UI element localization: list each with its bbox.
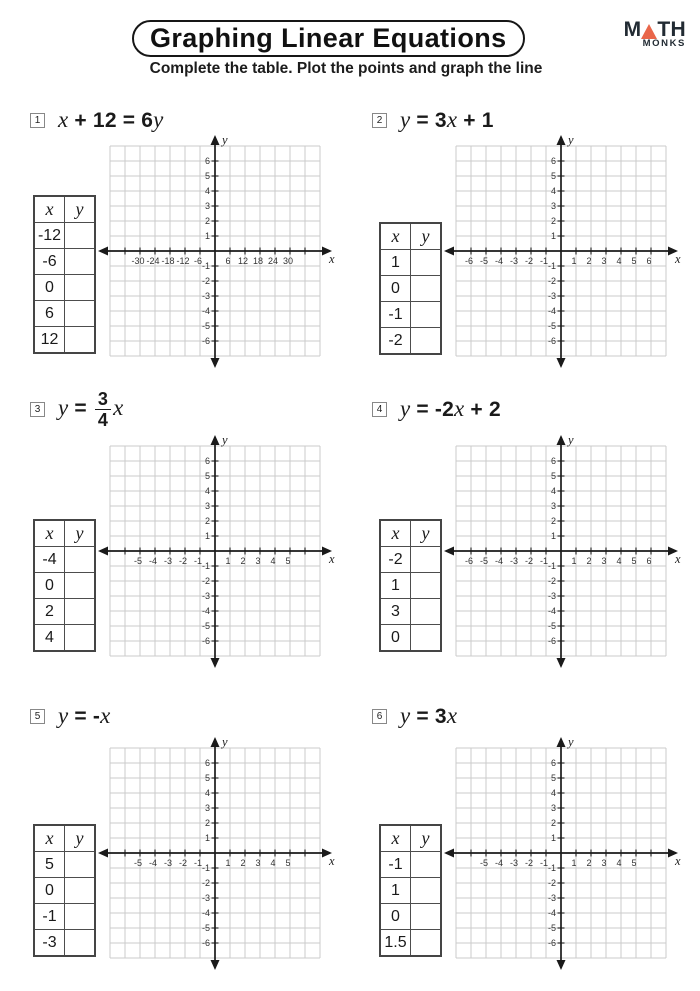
x-tick-label: 4 (270, 858, 276, 868)
y-tick-label: 6 (204, 456, 210, 466)
y-tick-label: -1 (547, 261, 556, 271)
y-tick-label: -6 (547, 938, 556, 948)
x-value-cell: 0 (34, 573, 65, 599)
x-tick-label: -5 (133, 858, 143, 868)
y-tick-label: 1 (550, 833, 556, 843)
y-tick-label: -5 (201, 621, 210, 631)
x-tick-label: 6 (646, 556, 652, 566)
x-tick-label: -2 (524, 556, 534, 566)
y-tick-label: -3 (547, 893, 556, 903)
y-tick-label: -5 (201, 923, 210, 933)
x-tick-label: -2 (178, 858, 188, 868)
table-header-y: y (411, 825, 442, 852)
table-header-y: y (65, 825, 96, 852)
table-body (380, 852, 441, 957)
x-value-cell: 1 (380, 573, 411, 599)
table-header-y: y (411, 223, 442, 250)
y-tick-label: -1 (201, 261, 210, 271)
problem-number-badge: 1 (30, 113, 45, 128)
x-tick-label: 3 (601, 858, 607, 868)
x-tick-label: 6 (646, 256, 652, 266)
y-axis-letter: y (222, 133, 228, 147)
x-tick-label: -2 (524, 858, 534, 868)
x-value-cell: 2 (34, 599, 65, 625)
x-tick-label: 2 (240, 556, 246, 566)
y-axis-letter: y (568, 433, 574, 447)
x-tick-label: 1 (571, 556, 577, 566)
y-tick-label: 6 (550, 156, 556, 166)
x-value-cell: -3 (34, 930, 65, 957)
y-answer-cell-empty (411, 878, 442, 904)
y-tick-label: 4 (204, 486, 210, 496)
y-tick-label: 3 (204, 501, 210, 511)
fraction-denominator: 4 (97, 409, 109, 430)
x-axis-letter: x (329, 252, 335, 266)
x-axis-letter: x (329, 552, 335, 566)
variable-y: y (400, 107, 411, 132)
y-tick-label: -3 (201, 893, 210, 903)
x-axis-letter: x (675, 552, 681, 566)
y-tick-label: -2 (201, 576, 210, 586)
x-tick-label: -1 (539, 556, 549, 566)
axis-arrowhead (557, 737, 566, 747)
problem-equation: x + 12 = 6y (58, 107, 164, 132)
x-value-cell: -6 (34, 249, 65, 275)
x-tick-label: -4 (494, 256, 504, 266)
y-tick-label: 5 (550, 171, 556, 181)
x-tick-label: -3 (163, 858, 173, 868)
y-tick-label: -3 (547, 291, 556, 301)
x-tick-label: 3 (255, 556, 261, 566)
variable-y: y (153, 107, 164, 132)
y-tick-label: 6 (550, 758, 556, 768)
y-tick-label: 3 (550, 201, 556, 211)
x-tick-label: 1 (571, 858, 577, 868)
x-tick-label: -5 (133, 556, 143, 566)
variable-x: x (446, 703, 458, 728)
x-tick-label: -3 (509, 858, 519, 868)
problem-equation: y = 3x + 1 (400, 107, 494, 132)
x-tick-label: 3 (601, 556, 607, 566)
y-tick-label: -6 (201, 336, 210, 346)
x-tick-label: -3 (509, 556, 519, 566)
variable-y: y (58, 394, 69, 420)
table-header-x: x (380, 520, 411, 547)
y-tick-label: -4 (547, 306, 556, 316)
x-tick-label: -5 (479, 858, 489, 868)
x-value-cell: -4 (34, 547, 65, 573)
y-answer-cell-empty (411, 852, 442, 878)
y-tick-label: -3 (201, 591, 210, 601)
y-axis-letter: y (222, 735, 228, 749)
x-tick-label: -18 (161, 256, 175, 266)
y-tick-label: -4 (201, 908, 210, 918)
variable-x: x (446, 107, 458, 132)
x-tick-label: 12 (237, 256, 249, 266)
y-tick-label: -4 (201, 306, 210, 316)
table-header-x: x (380, 223, 411, 250)
y-tick-label: 2 (550, 818, 556, 828)
y-tick-label: -2 (547, 878, 556, 888)
y-tick-label: 4 (550, 186, 556, 196)
problem-number-badge: 3 (30, 402, 45, 417)
problem-number-badge: 4 (372, 402, 387, 417)
table-header-x: x (34, 196, 65, 223)
y-tick-label: 2 (550, 516, 556, 526)
variable-x: x (454, 396, 465, 421)
page-title: Graphing Linear Equations (132, 20, 525, 57)
x-value-cell: 3 (380, 599, 411, 625)
coordinate-grid (438, 734, 684, 974)
x-tick-label: 1 (225, 556, 231, 566)
problem-equation: y = -2x + 2 (400, 396, 501, 421)
y-tick-label: 6 (550, 456, 556, 466)
x-tick-label: -4 (148, 858, 158, 868)
x-value-cell: 0 (380, 276, 411, 302)
y-axis-letter: y (222, 433, 228, 447)
variable-x: x (100, 703, 111, 728)
y-tick-label: -1 (547, 561, 556, 571)
y-tick-label: 4 (550, 486, 556, 496)
x-tick-label: 1 (225, 858, 231, 868)
y-tick-label: -6 (201, 636, 210, 646)
y-tick-label: 3 (204, 201, 210, 211)
x-axis-letter: x (675, 252, 681, 266)
x-value-cell: -12 (34, 223, 65, 249)
page-subtitle: Complete the table. Plot the points and graph the line (149, 60, 543, 77)
y-tick-label: 3 (204, 803, 210, 813)
y-tick-label: 5 (550, 471, 556, 481)
x-tick-label: -4 (148, 556, 158, 566)
problem-equation: y = $\frac{3}{4}$ x (58, 388, 124, 430)
y-tick-label: 2 (204, 516, 210, 526)
x-value-cell: 0 (34, 878, 65, 904)
y-answer-cell-empty (411, 930, 442, 957)
y-tick-label: 1 (204, 231, 210, 241)
table-header-y: y (65, 196, 96, 223)
variable-x: x (58, 107, 69, 132)
x-value-cell: -2 (380, 547, 411, 573)
problem-header (372, 699, 457, 733)
y-tick-label: -3 (201, 291, 210, 301)
x-tick-label: 5 (285, 556, 291, 566)
y-tick-label: 1 (204, 531, 210, 541)
x-value-cell: 6 (34, 301, 65, 327)
x-tick-label: 4 (270, 556, 276, 566)
table-header-x: x (380, 825, 411, 852)
x-tick-label: -5 (479, 556, 489, 566)
x-value-cell: 1.5 (380, 930, 411, 957)
x-value-cell: 4 (34, 625, 65, 652)
x-tick-label: -1 (539, 858, 549, 868)
y-tick-label: -4 (547, 908, 556, 918)
axis-arrowhead (557, 960, 566, 970)
y-tick-label: 6 (204, 156, 210, 166)
y-axis-letter: y (568, 133, 574, 147)
x-value-cell: -1 (34, 904, 65, 930)
x-tick-label: 4 (616, 556, 622, 566)
x-value-cell: 12 (34, 327, 65, 354)
x-axis-letter: x (329, 854, 335, 868)
variable-y: y (400, 396, 411, 421)
y-tick-label: 4 (550, 788, 556, 798)
x-value-cell: 1 (380, 878, 411, 904)
x-tick-label: -6 (464, 256, 474, 266)
problem-number-badge: 5 (30, 709, 45, 724)
y-tick-label: 2 (204, 216, 210, 226)
y-tick-label: -2 (201, 878, 210, 888)
x-tick-label: 30 (282, 256, 294, 266)
x-axis-letter: x (675, 854, 681, 868)
y-tick-label: -6 (547, 336, 556, 346)
y-tick-label: -2 (201, 276, 210, 286)
logo-word-bottom: MONKS (642, 38, 686, 49)
x-tick-label: 24 (267, 256, 279, 266)
x-tick-label: 1 (571, 256, 577, 266)
y-tick-label: -1 (547, 863, 556, 873)
x-tick-label: 5 (631, 858, 637, 868)
y-tick-label: 1 (550, 531, 556, 541)
problem-equation: y = 3x (400, 703, 458, 728)
x-tick-label: -4 (494, 556, 504, 566)
x-tick-label: 5 (285, 858, 291, 868)
y-tick-label: 5 (204, 471, 210, 481)
x-tick-label: -30 (131, 256, 145, 266)
x-tick-label: 5 (631, 256, 637, 266)
table-row (380, 852, 441, 878)
x-tick-label: -6 (464, 556, 474, 566)
table-header-x: x (34, 825, 65, 852)
x-value-cell: 0 (380, 904, 411, 930)
x-tick-label: -4 (494, 858, 504, 868)
x-tick-label: -2 (524, 256, 534, 266)
x-value-cell: 0 (380, 625, 411, 652)
table-header-y: y (411, 520, 442, 547)
x-tick-label: 2 (586, 556, 592, 566)
problem-number-badge: 6 (372, 709, 387, 724)
fraction-numerator: 3 (95, 390, 111, 410)
y-tick-label: 3 (550, 501, 556, 511)
y-tick-label: -1 (201, 863, 210, 873)
x-tick-label: -24 (146, 256, 160, 266)
y-tick-label: -5 (201, 321, 210, 331)
y-tick-label: 1 (550, 231, 556, 241)
table-header-y: y (65, 520, 96, 547)
x-tick-label: 5 (631, 556, 637, 566)
table-header-x: x (34, 520, 65, 547)
x-tick-label: 3 (601, 256, 607, 266)
problem-number-badge: 2 (372, 113, 387, 128)
y-tick-label: -4 (547, 606, 556, 616)
y-tick-label: 5 (550, 773, 556, 783)
y-tick-label: -3 (547, 591, 556, 601)
y-tick-label: -1 (201, 561, 210, 571)
x-tick-label: -3 (509, 256, 519, 266)
y-tick-label: -5 (547, 923, 556, 933)
y-tick-label: 2 (550, 216, 556, 226)
x-value-cell: 5 (34, 852, 65, 878)
axis-arrowhead (444, 849, 454, 858)
y-tick-label: -6 (201, 938, 210, 948)
y-tick-label: 5 (204, 773, 210, 783)
logo-word-start: M (623, 18, 642, 41)
y-tick-label: 2 (204, 818, 210, 828)
x-value-cell: -2 (380, 328, 411, 355)
x-tick-label: -1 (539, 256, 549, 266)
variable-y: y (58, 703, 69, 728)
x-value-cell: -1 (380, 852, 411, 878)
y-tick-label: -2 (547, 576, 556, 586)
x-tick-label: -12 (176, 256, 190, 266)
y-tick-label: -5 (547, 621, 556, 631)
x-tick-label: -2 (178, 556, 188, 566)
x-tick-label: 18 (252, 256, 264, 266)
variable-y: y (400, 703, 411, 728)
y-tick-label: 3 (550, 803, 556, 813)
xy-table (379, 824, 442, 957)
x-tick-label: 2 (586, 256, 592, 266)
x-tick-label: -5 (479, 256, 489, 266)
y-tick-label: 6 (204, 758, 210, 768)
y-tick-label: 1 (204, 833, 210, 843)
y-answer-cell-empty (411, 904, 442, 930)
y-tick-label: -4 (201, 606, 210, 616)
x-value-cell: -1 (380, 302, 411, 328)
x-tick-label: 6 (225, 256, 231, 266)
x-tick-label: -6 (193, 256, 203, 266)
y-tick-label: 4 (204, 788, 210, 798)
problem-equation: y = -x (58, 703, 111, 728)
x-tick-label: -1 (193, 858, 203, 868)
y-tick-label: -6 (547, 636, 556, 646)
y-tick-label: -5 (547, 321, 556, 331)
x-tick-label: -3 (163, 556, 173, 566)
y-tick-label: -2 (547, 276, 556, 286)
table-header-row (380, 825, 441, 852)
logo-word-end: TH (657, 18, 686, 41)
table-row (380, 930, 441, 957)
table-row (380, 878, 441, 904)
y-axis-letter: y (568, 735, 574, 749)
table-row (380, 904, 441, 930)
x-value-cell: 0 (34, 275, 65, 301)
x-tick-label: 4 (616, 256, 622, 266)
x-tick-label: 2 (240, 858, 246, 868)
x-tick-label: 3 (255, 858, 261, 868)
y-tick-label: 4 (204, 186, 210, 196)
y-tick-label: 5 (204, 171, 210, 181)
x-tick-label: 2 (586, 858, 592, 868)
x-tick-label: 4 (616, 858, 622, 868)
x-tick-label: -1 (193, 556, 203, 566)
x-value-cell: 1 (380, 250, 411, 276)
variable-x: x (113, 394, 124, 420)
